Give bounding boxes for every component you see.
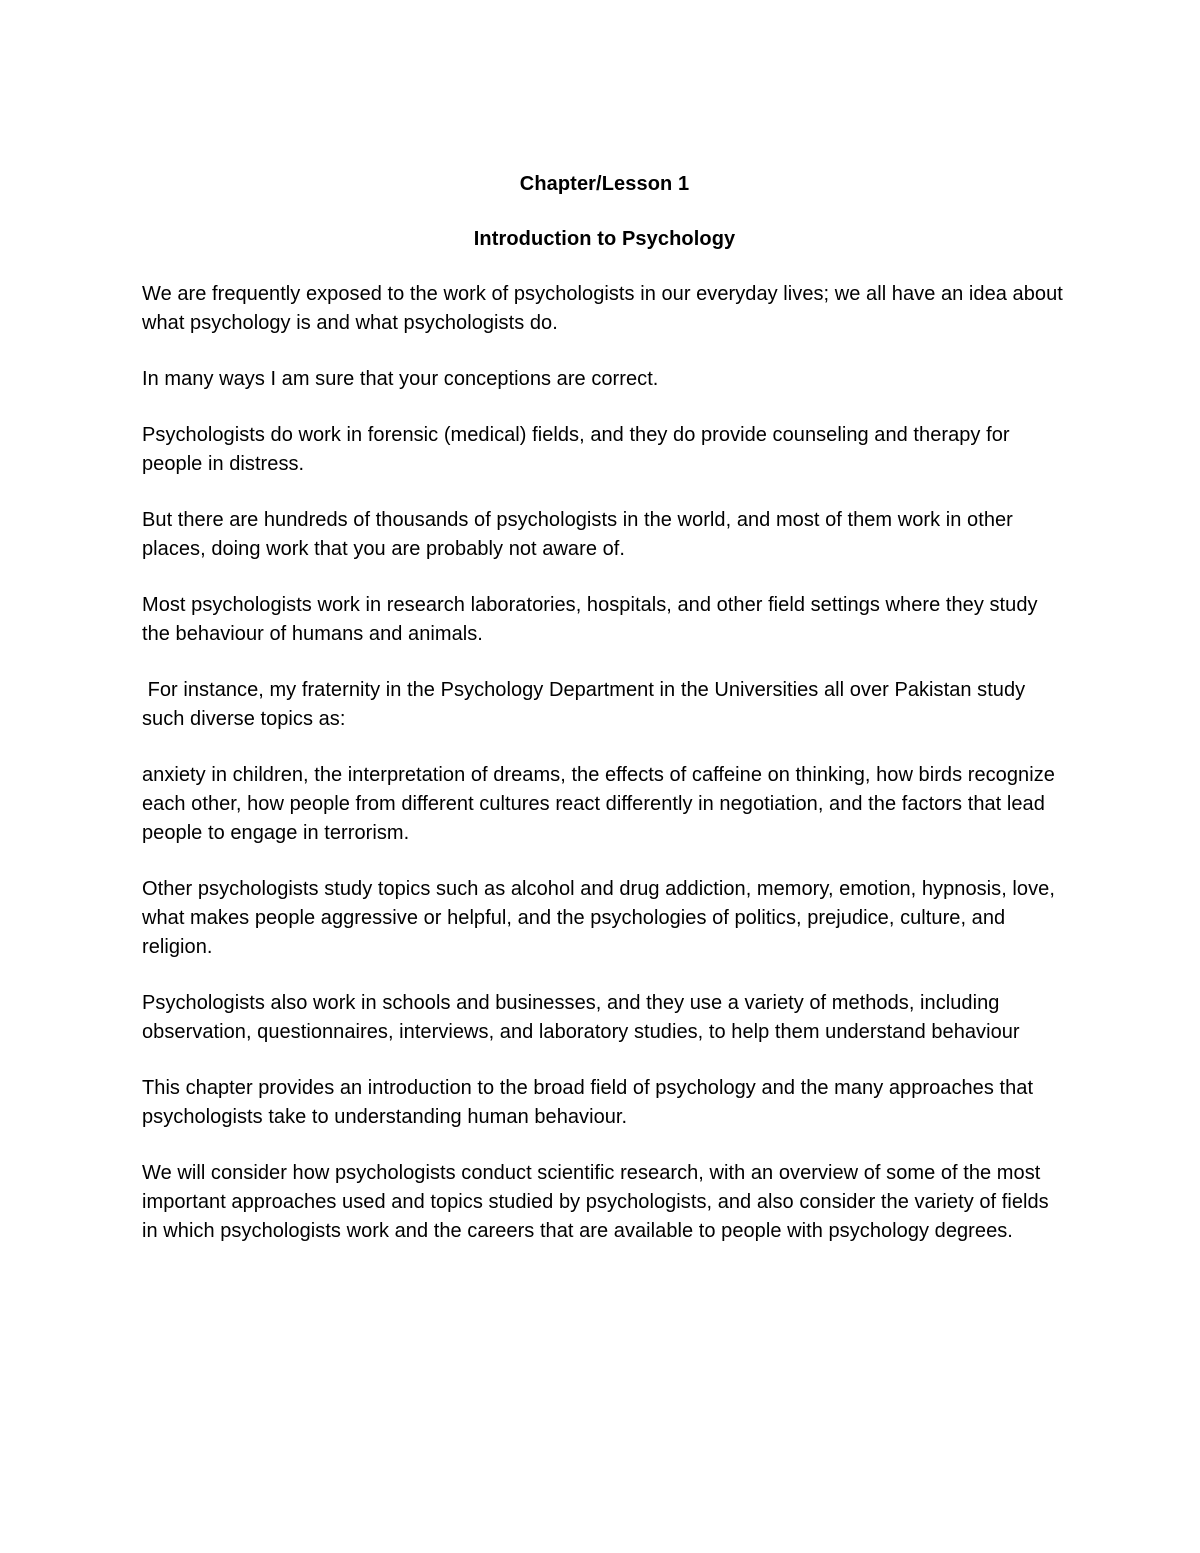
paragraph-2: In many ways I am sure that your conceptions are correct. (142, 368, 659, 390)
chapter-heading: Chapter/Lesson 1 (519, 173, 690, 195)
paragraph-4: But there are hundreds of thousands of psychologists in the world, and most of them work in other places, doing work that you are probably not aware of. (142, 509, 1013, 560)
paragraph-10: This chapter provides an introduction to the broad field of psychology and the many approaches that psychologists take to understanding human behaviour. (142, 1077, 1034, 1128)
document-title: Introduction to Psychology (473, 228, 736, 250)
paragraph-11: We will consider how psychologists conduct scientific research, with an overview of some of the most important approaches used and topics studied by psychologists, and also consider the variety of fields in which psychologists work and the careers that are available to people with psychology degrees. (142, 1162, 1049, 1242)
document-body (142, 170, 1067, 1273)
paragraph-6: For instance, my fraternity in the Psychology Department in the Universities all over Pakistan study such diverse topics as: (142, 679, 1031, 730)
paragraph-3: Psychologists do work in forensic (medical) fields, and they do provide counseling and therapy for people in distress. (142, 424, 1010, 475)
paragraph-1: We are frequently exposed to the work of psychologists in our everyday lives; we all have an idea about what psychology is and what psychologists do. (142, 283, 1063, 334)
paragraph-9: Psychologists also work in schools and businesses, and they use a variety of methods, including observation, questionnaires, interviews, and laboratory studies, to help them understand behaviour (142, 992, 1020, 1043)
paragraph-8: Other psychologists study topics such as alcohol and drug addiction, memory, emotion, hypnosis, love, what makes people aggressive or helpful, and the psychologies of politics, prejudice, culture, and religion. (142, 878, 1055, 958)
paragraph-5: Most psychologists work in research laboratories, hospitals, and other field settings where they study the behaviour of humans and animals. (142, 594, 1038, 645)
paragraph-7: anxiety in children, the interpretation of dreams, the effects of caffeine on thinking, how birds recognize each other, how people from different cultures react differently in negotiation, and the factors that lead people to engage in terrorism. (142, 764, 1055, 844)
